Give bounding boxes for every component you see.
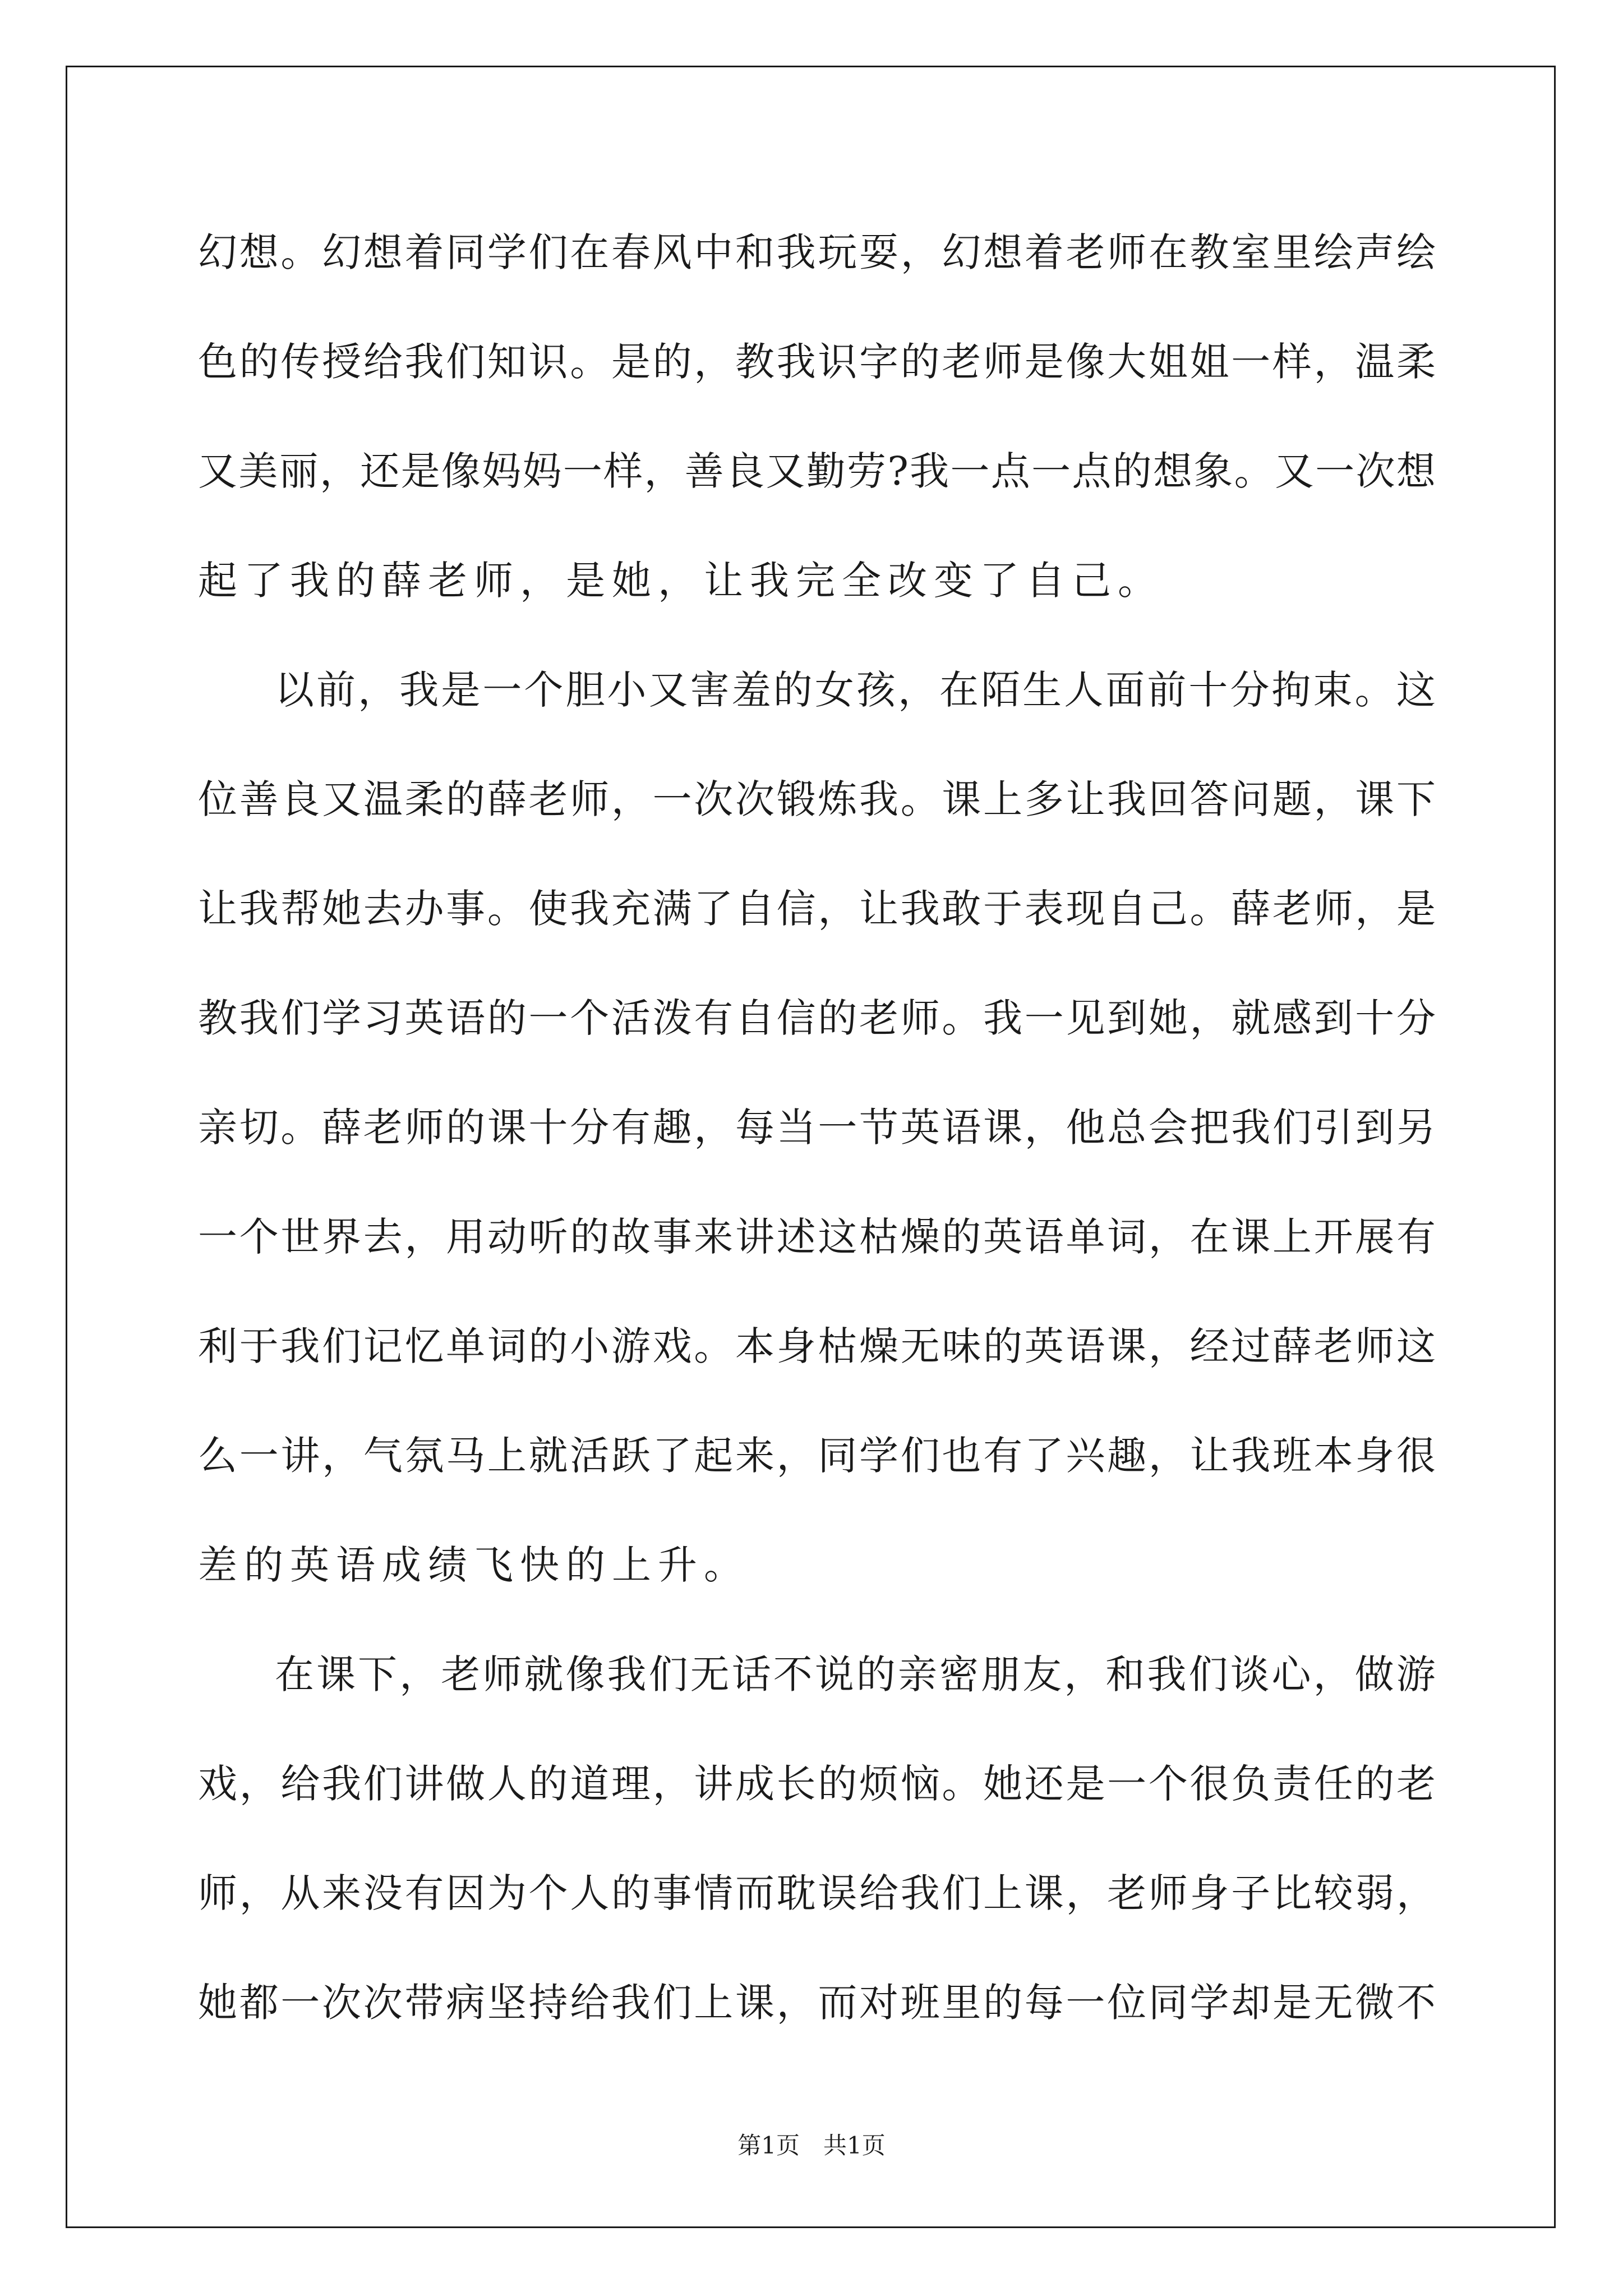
text-line: 又 美 丽 ， 还 是 像 妈 妈 一 样 ， 善 良 又 勤 劳 ? 我 一 点 一 点 的 想 象 。 又 一 次 想	[198, 448, 1436, 494]
text-line: 位 善 良 又 温 柔 的 薛 老 师 ， 一 次 次 锻 炼 我 。 课 上 多 让 我 回 答 问 题 ， 课 下	[198, 776, 1436, 822]
text-line: 让 我 帮 她 去 办 事 。 使 我 充 满 了 自 信 ， 让 我 敢 于 表 现 自 己 。 薛 老 师 ， 是	[198, 886, 1436, 932]
text-line: 利 于 我 们 记 忆 单 词 的 小 游 戏 。 本 身 枯 燥 无 味 的 英 语 课 ， 经 过 薛 老 师 这	[198, 1323, 1436, 1369]
text-line: 戏 ， 给 我 们 讲 做 人 的 道 理 ， 讲 成 长 的 烦 恼 。 她 还 是 一 个 很 负 责 任 的 老	[198, 1761, 1436, 1807]
text-line: 她 都 一 次 次 带 病 坚 持 给 我 们 上 课 ， 而 对 班 里 的 每 一 位 同 学 却 是 无 微 不	[198, 1980, 1436, 2026]
text-line: 以 前 ， 我 是 一 个 胆 小 又 害 羞 的 女 孩 ， 在 陌 生 人 面 前 十 分 拘 束 。 这	[275, 667, 1436, 713]
text-line: 亲 切 。 薛 老 师 的 课 十 分 有 趣 ， 每 当 一 节 英 语 课 ， 他 总 会 把 我 们 引 到 另	[198, 1105, 1436, 1151]
text-line: 色 的 传 授 给 我 们 知 识 。 是 的 ， 教 我 识 字 的 老 师 是 像 大 姐 姐 一 样 ， 温 柔	[198, 339, 1436, 385]
text-line: 师 ， 从 来 没 有 因 为 个 人 的 事 情 而 耽 误 给 我 们 上 课 ， 老 师 身 子 比 较 弱 ，	[198, 1870, 1436, 1916]
text-line: 起了我的薛老师，是她，让我完全改变了自己。	[198, 558, 1164, 604]
text-line: 教 我 们 学 习 英 语 的 一 个 活 泼 有 自 信 的 老 师 。 我 一 见 到 她 ， 就 感 到 十 分	[198, 995, 1436, 1041]
text-line: 一 个 世 界 去 ， 用 动 听 的 故 事 来 讲 述 这 枯 燥 的 英 语 单 词 ， 在 课 上 开 展 有	[198, 1214, 1436, 1260]
text-line: 差的英语成绩飞快的上升。	[198, 1542, 750, 1588]
text-line: 幻 想 。 幻 想 着 同 学 们 在 春 风 中 和 我 玩 耍 ， 幻 想 着 老 师 在 教 室 里 绘 声 绘	[198, 229, 1436, 275]
text-line: 么 一 讲 ， 气 氛 马 上 就 活 跃 了 起 来 ， 同 学 们 也 有 了 兴 趣 ， 让 我 班 本 身 很	[198, 1433, 1436, 1479]
text-line: 在 课 下 ， 老 师 就 像 我 们 无 话 不 说 的 亲 密 朋 友 ， 和 我 们 谈 心 ， 做 游	[275, 1651, 1436, 1697]
page-footer: 第1页 共1页	[737, 2132, 886, 2159]
